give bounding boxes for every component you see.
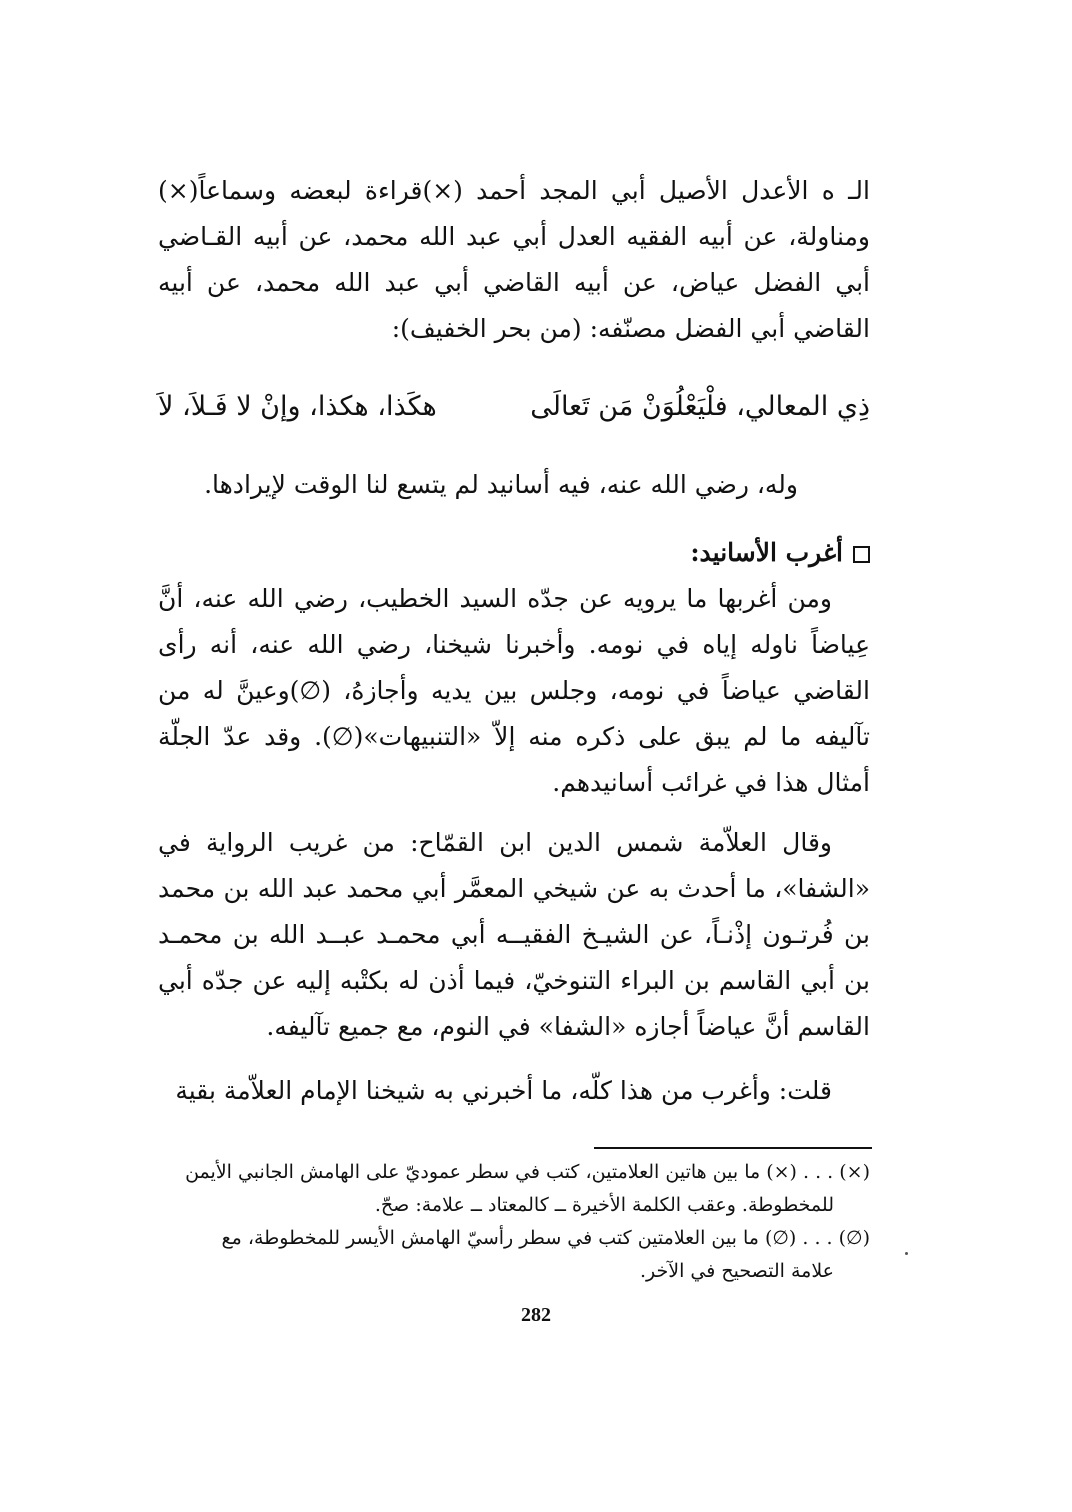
poem-verse [158,384,870,430]
footnotes [158,1156,870,1288]
section-heading [158,530,870,576]
paragraph-strangest-chains: ومن أغربها ما يرويه عن جدّه السيد الخطيب، رضي الله عنه، أنَّ عِياضاً ناوله إياه في نومه. وأخبرنا شيخنا، رضي الله عنه، أنه رأى القاضي عياضاً في نومه، وجلس بين يديه وأجازهُ، (∅)وعينَّ له من تآليفه ما لم يبق على ذكره منه إلاّ «التنبيهات»(∅). وقد عدّ الجلّة أمثال هذا في غرائب أسانيدهم. [158,584,870,797]
scan-speck [905,1252,908,1255]
paragraph-opening: الـ ه الأعدل الأصيل أبي المجد أحمد (×)قراءة لبعضه وسماعاً(×) ومناولة، عن أبيه الفقيه العدل أبي عبد الله محمد، عن أبيه القـاضي أبي الفضل عياض، عن أبيه القاضي أبي عبد الله محمد، عن أبيه القاضي أبي الفضل مصنّفه: (من بحر الخفيف): [158,176,870,343]
paragraph-ibn-qammah: وقال العلاّمة شمس الدين ابن القمّاح: من غريب الرواية في «الشفا»، ما أحدث به عن شيخي المعمَّر أبي محمد عبد الله بن محمد بن فُرتـون إذْنـاً، عن الشيـخ الفقيــه أبي محمـد عبــد الله بن محمـد بن أبي القاسم بن البراء التنوخيّ، فيما أذن له بكتْبه إليه عن جدّه أبي القاسم أنَّ عياضاً أجازه «الشفا» في النوم، مع جميع تآليفه. [158,828,870,1041]
footnote-1-first-line: (×) . . . (×) ما بين هاتين العلامتين، كتب في سطر عموديّ على الهامش الجانبي الأيمن [185,1161,870,1183]
footnote-2-continuation: علامة التصحيح في الآخر. [640,1260,834,1282]
verse-first-hemistich: ذِي المعالي، فلْيَعْلُوَنْ مَن تَعالَى [530,391,870,422]
verse-second-hemistich: هكَذا، هكذا، وإنْ لا فَـلاَ، لاَ [158,391,437,422]
footnote-2 [158,1222,870,1288]
footnote-divider [594,1147,872,1149]
footnote-1 [158,1156,870,1222]
footnote-1-continuation: للمخطوطة. وعقب الكلمة الأخيرة ــ كالمعتاد ــ علامة: صحّ. [374,1194,834,1216]
paragraph-closing: قلت: وأغرب من هذا كلّه، ما أخبرني به شيخنا الإمام العلاّمة بقية [175,1076,832,1105]
footnote-2-first-line: (∅) . . . (∅) ما بين العلامتين كتب في سطر رأسيّ الهامش الأيسر للمخطوطة، مع [221,1227,870,1249]
paragraph-note: وله، رضي الله عنه، فيه أسانيد لم يتسع لنا الوقت لإيرادها. [204,470,798,499]
square-bullet-icon [853,546,870,563]
page-number: 282 [521,1304,551,1326]
section-heading-text: أغرب الأسانيد: [690,538,843,567]
